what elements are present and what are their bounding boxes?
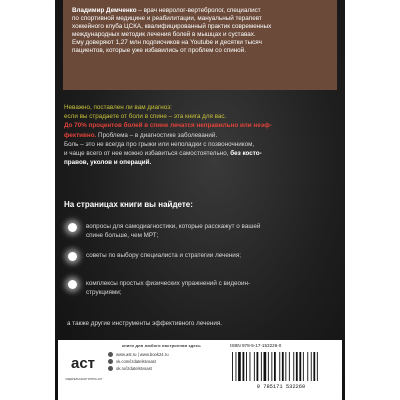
intro-line: Боль – это не всегда про грыжи или неполадки с позвоночником, [64,140,255,148]
glow-dot-icon [64,217,86,239]
barcode-bar [268,352,269,381]
intro-line: фективно. Проблема – в диагностике заболеваний. [64,131,218,139]
intro-line: правов, уколов и операций. [64,159,152,167]
author-bio-box [63,0,337,90]
publisher-contacts [108,351,169,372]
barcode-bar [271,352,272,381]
intro-paragraph [64,103,339,167]
bullet-item: советы по выбору специалиста и стратегии лечения; [64,246,336,268]
barcode-bar [246,352,247,381]
barcode-bar [289,352,290,381]
ok-icon [108,366,113,371]
isbn: ISBN 978-5-17-153226-0 [230,343,282,348]
barcode-bar [303,352,304,381]
barcode-bar [317,352,318,381]
author-name: Владимир Демченко [72,7,137,14]
glow-dot-icon [64,274,86,296]
author-bio-line: международных методик лечения болей в мышцах и суставах. [72,31,256,39]
barcode-bar [257,352,259,381]
barcode-bar [250,352,251,381]
intro-highlight: До 70% процентов болей в спине лечатся неправильно или неэф- [64,122,272,130]
contact-row: www.ast.ru | www.book24.ru [108,351,169,358]
author-bio-line: Ему доверяют 1,27 млн подписчиков на Youtube и десятки тысяч [72,39,262,47]
author-bio-line: пациентов, которые уже избавились от проблем со спиной. [72,47,246,55]
barcode-bar [236,352,237,381]
barcode-bar [299,352,301,381]
barcode-bar [261,352,262,381]
ast-logo-icon [70,351,96,373]
author-bio-line: Владимир Демченко – врач невролог-вертебролог, специалист [72,7,261,14]
barcode-bar [274,352,276,381]
closing-line: а также другие инструменты эффективного лечения. [67,320,223,327]
glow-dot-icon [64,246,86,268]
section-title: На страницах книги вы найдете: [64,200,193,209]
barcode-bar [264,352,267,381]
barcode-bar [238,352,241,381]
barcode-bar [282,352,284,381]
bullet-item: комплексы простых физических упражнений с видеоин- струкциями; [64,274,336,297]
barcode-bar [254,352,255,381]
intro-line: и чаще всего от нее можно избавиться самостоятельно, без косто- [64,150,262,158]
vk-icon [108,359,113,364]
contact-row: vk.com/izdatelstvoast [108,358,169,365]
barcode-bar [307,352,308,381]
intro-line: Неважно, поставлен ли вам диагноз: [64,104,172,111]
publisher-tagline: книги для любого настроения здесь [122,343,201,348]
barcode-bar [293,352,294,381]
intro-line: если вы страдаете от боли в спине – эта книга для вас. [64,113,227,121]
web-icon [108,352,113,357]
author-bio-line: по спортивной медицине и реабилитации, мануальный терапевт [72,15,262,23]
barcode-bar [311,352,312,381]
bullet-item: вопросы для самодиагностики, которые расскажут о вашей спине больше, чем МРТ; [64,217,336,240]
author-bio-line: хоккейного клуба ЦСКА, квалифицированный практик современных [72,23,272,31]
contact-row: ok.ru/izdatelstvoast [108,365,169,372]
barcode-digits: 9 785171 532260 [256,384,306,389]
barcode-bar [232,352,233,381]
ast-logo-text: аст [70,355,96,372]
publisher-caption: ИЗДАТЕЛЬСКАЯ ГРУППА АСТ [65,378,103,381]
barcode-bar [279,352,280,381]
barcode-bar [285,352,286,381]
barcode-bar [296,352,298,381]
barcode-bar [243,352,245,381]
barcode-bar [313,352,315,381]
barcode-icon [226,351,336,389]
